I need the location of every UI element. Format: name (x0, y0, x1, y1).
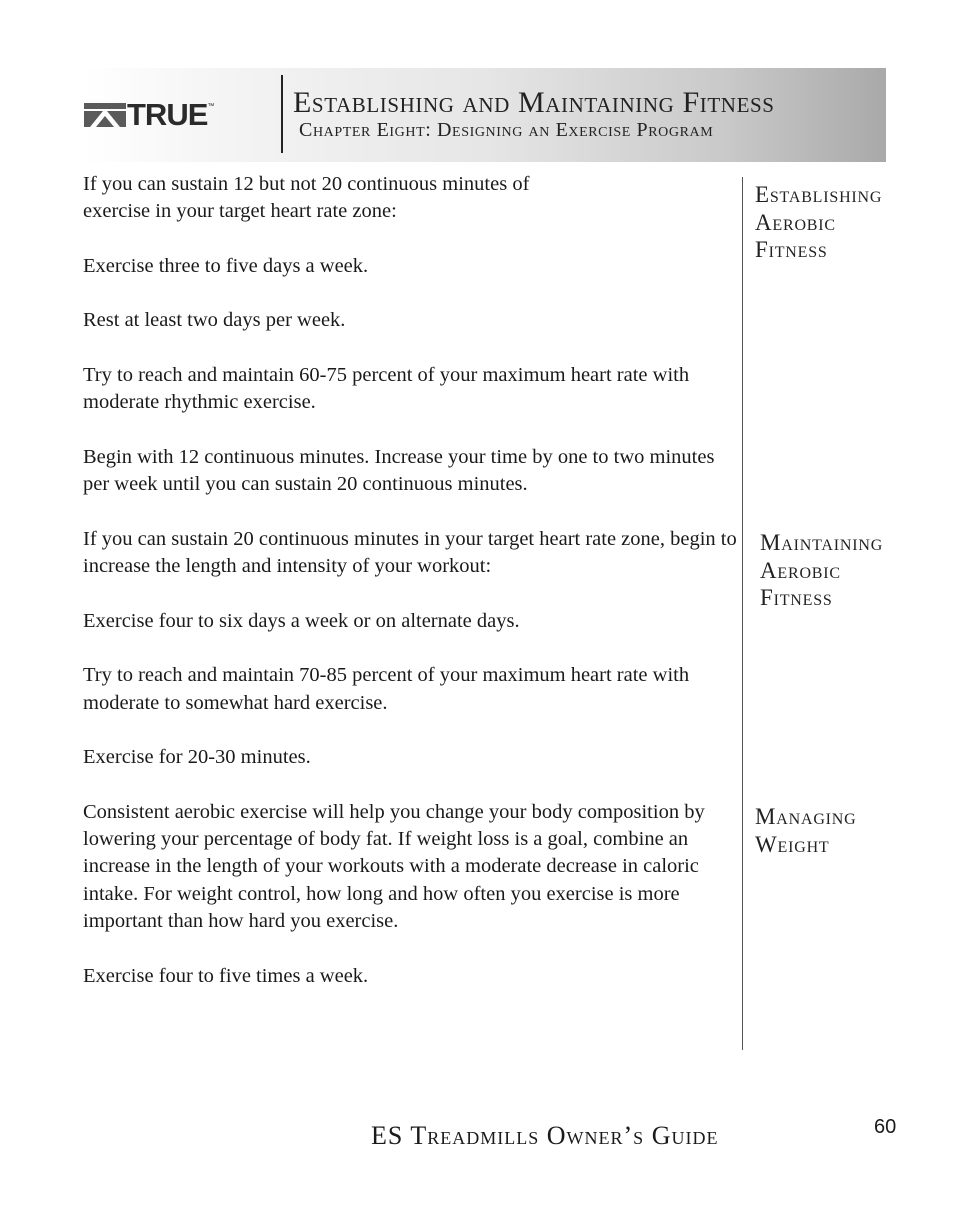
paragraph-70-85-percent: Try to reach and maintain 70-85 percent of your maximum heart rate with moderate to somewhat hard exercise. (83, 664, 690, 714)
margin-rule (742, 177, 743, 1050)
paragraph-exercise-20-30: Exercise for 20-30 minutes. (83, 746, 311, 769)
paragraph-exercise-four-to-five: Exercise four to five times a week. (83, 964, 369, 987)
paragraph-exercise-three-to-five: Exercise three to five days a week. (83, 254, 369, 277)
page-number: 60 (874, 1116, 897, 1138)
paragraph-begin-12-minutes: Begin with 12 continuous minutes. Increase your time by one to two minutes per week until you can sustain 20 continuous minutes. (83, 445, 715, 496)
paragraph-text: If you can sustain 12 but not 20 continuous minutes of exercise in your target heart rate zone: (83, 173, 530, 223)
side-heading-establishing-aerobic-fitness: Establishing Aerobic Fitness (755, 182, 883, 262)
paragraph-exercise-four-to-six: Exercise four to six days a week or on alternate days. (83, 609, 520, 632)
chapter-section-title: Establishing and Maintaining Fitness (293, 86, 775, 119)
paragraph-intro-20-minutes: If you can sustain 20 continuous minutes in your target heart rate zone, begin to increase the length and intensity of your workout: (83, 527, 737, 578)
footer-guide-title: ES Treadmills Owner’s Guide (371, 1121, 719, 1150)
logo-wordmark: TRUE (127, 97, 208, 132)
chapter-subtitle: Chapter Eight: Designing an Exercise Program (299, 119, 714, 141)
logo-trademark: ™ (207, 103, 215, 110)
paragraph-intro-12-minutes (83, 171, 738, 226)
header-divider (281, 75, 283, 153)
true-logo (84, 97, 254, 132)
paragraph-rest-two-days: Rest at least two days per week. (83, 309, 346, 332)
true-logo-mark-icon (84, 103, 126, 127)
paragraph-60-75-percent: Try to reach and maintain 60-75 percent of your maximum heart rate with moderate rhythmic exercise. (83, 364, 690, 414)
paragraph-body-composition: Consistent aerobic exercise will help you change your body composition by lowering your percentage of body fat. If weight loss is a goal, combine an increase in the length of your workouts with a moderate decrease in caloric intake. For weight control, how long and how often you exercise is more important than how hard you exercise. (83, 800, 705, 933)
main-content (83, 171, 738, 1017)
side-heading-managing-weight: Managing Weight (755, 804, 857, 857)
side-heading-maintaining-aerobic-fitness: Maintaining Aerobic Fitness (760, 530, 884, 610)
